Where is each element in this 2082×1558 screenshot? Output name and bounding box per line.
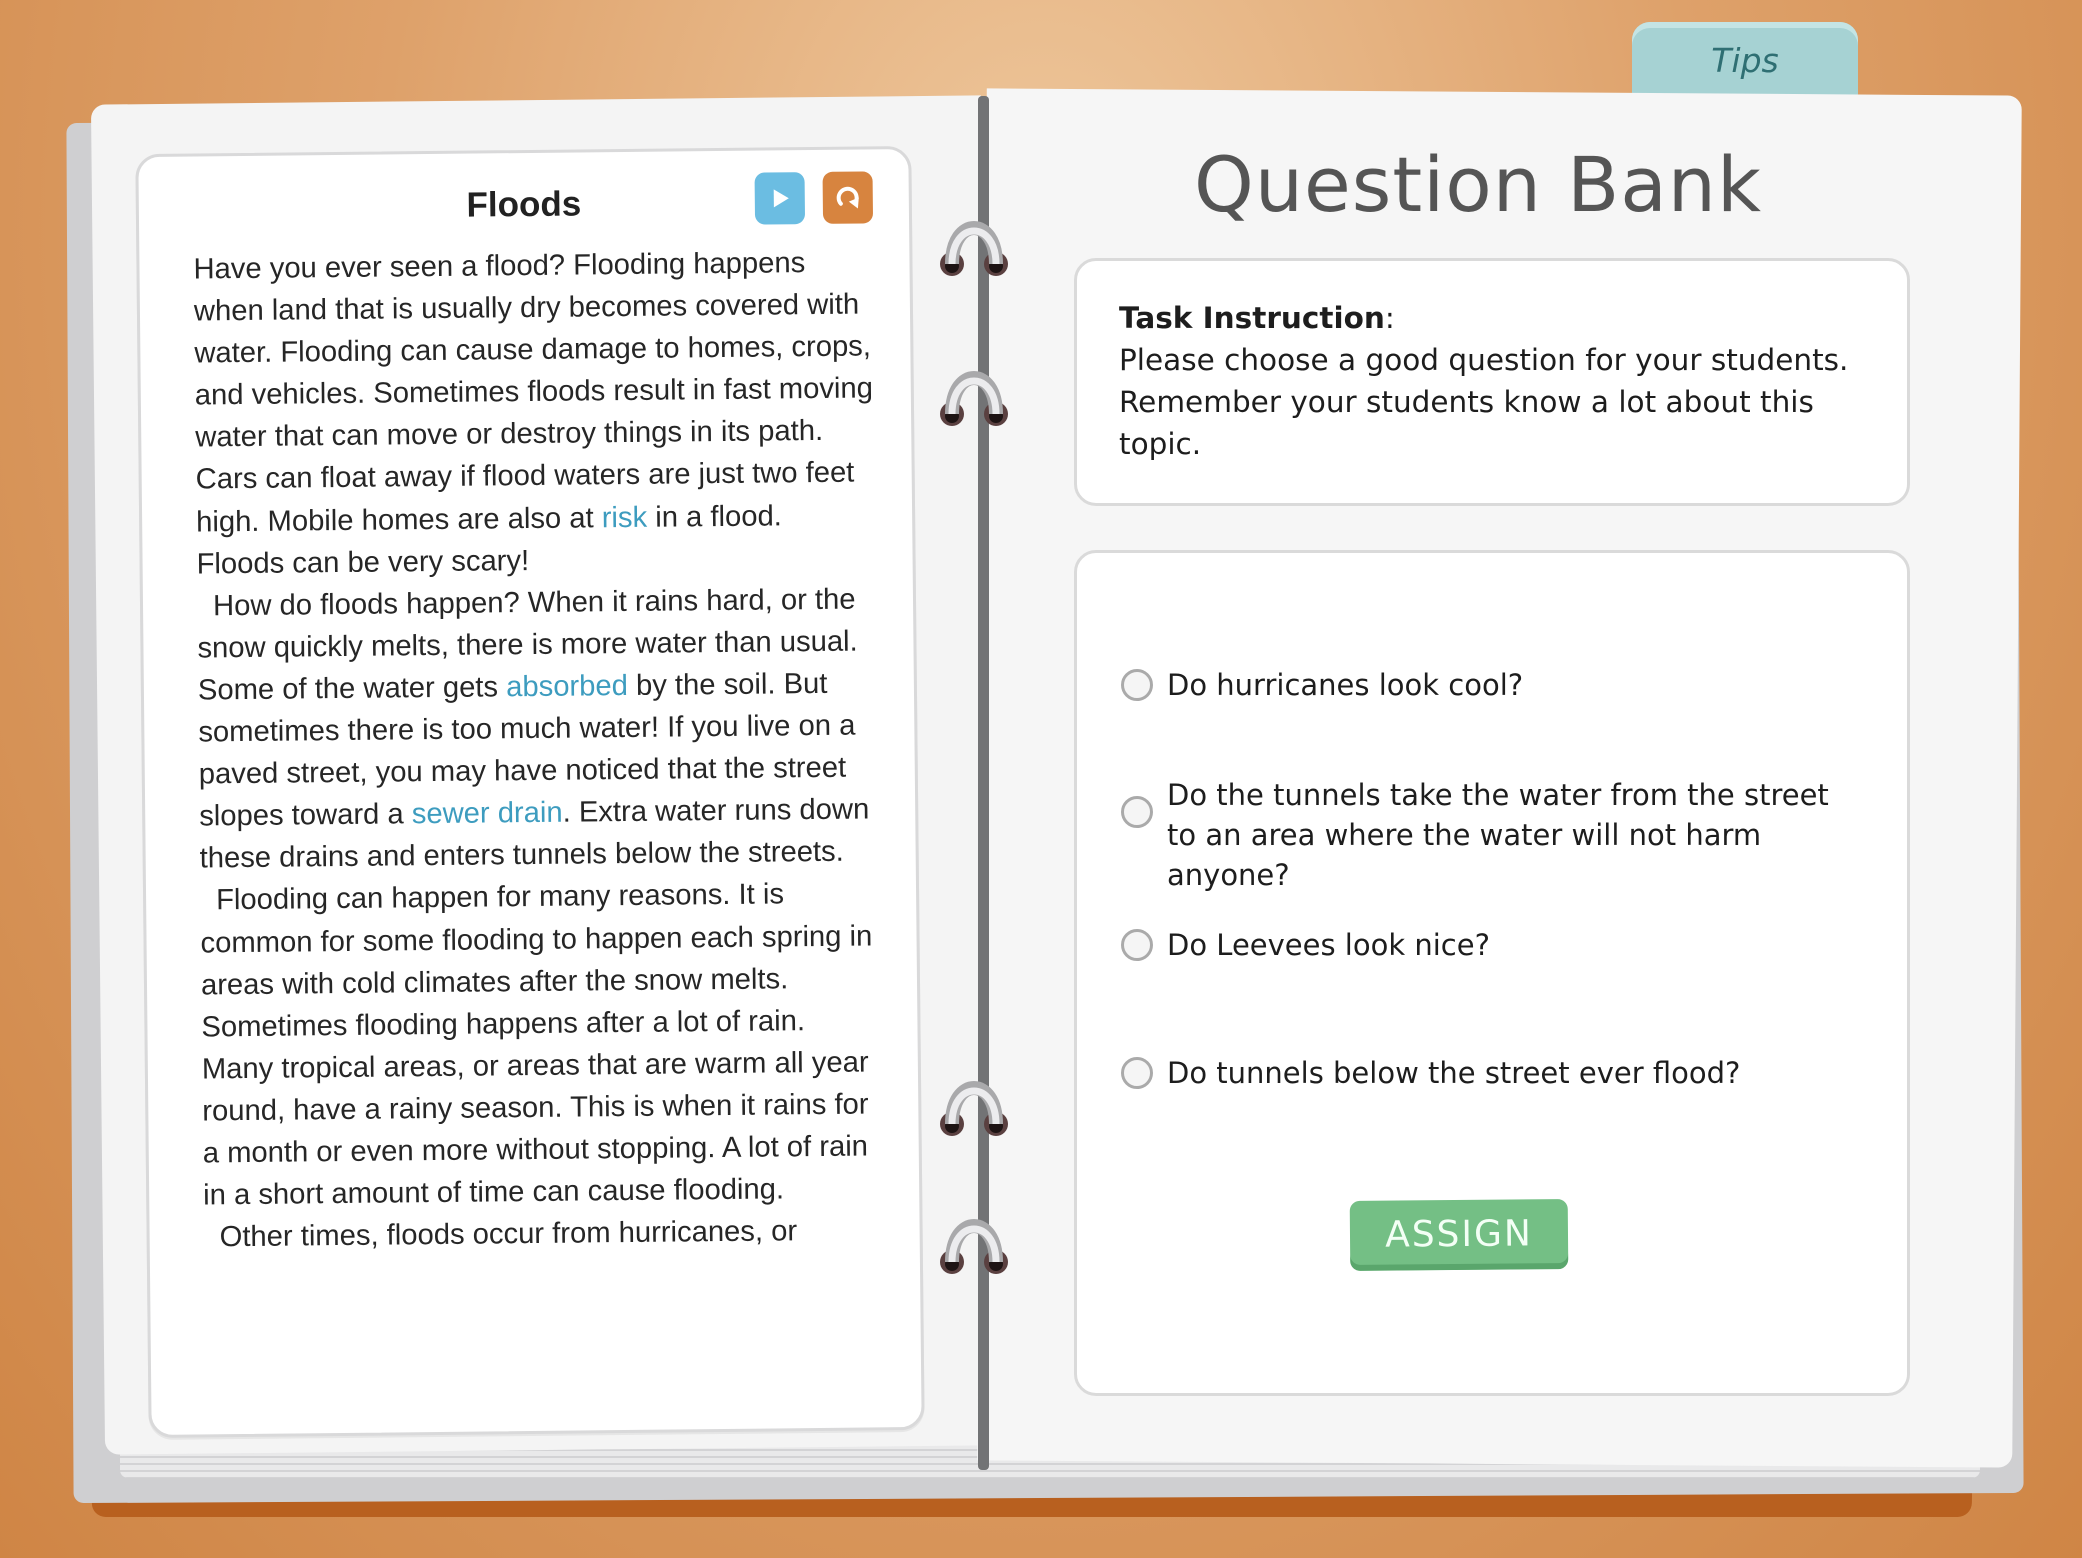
- radio-button[interactable]: [1121, 1057, 1153, 1089]
- replay-audio-button[interactable]: [823, 171, 874, 224]
- passage-text: [193, 241, 884, 1258]
- passage-title: Floods: [466, 184, 582, 225]
- question-option-3[interactable]: [1121, 925, 1847, 965]
- radio-button[interactable]: [1121, 929, 1153, 961]
- vocab-word-risk[interactable]: risk: [601, 501, 648, 534]
- question-option-label: Do tunnels below the street ever flood?: [1167, 1056, 1741, 1090]
- question-option-label: Do the tunnels take the water from the street to an area where the water will not harm anyone?: [1167, 778, 1829, 892]
- passage-text-span: Have you ever seen a flood? Flooding happens when land that is usually dry becomes covered with water. Flooding can cause damage to homes, crops, and vehicles. Sometimes floods result in fast moving water that can move or destroy things in its path. Cars can float away if flood waters are just two feet high. Mobile homes are also at: [193, 247, 874, 539]
- binder-ring-icon: [934, 206, 1014, 286]
- binder-ring-icon: [934, 1204, 1014, 1284]
- task-instruction-text: [1119, 297, 1879, 465]
- passage-text-span: . Extra water runs down these drains and enters tunnels below the streets.: [199, 793, 870, 875]
- question-option-4[interactable]: [1121, 1053, 1847, 1093]
- question-option-label: Do hurricanes look cool?: [1167, 668, 1524, 702]
- vocab-word-absorbed[interactable]: absorbed: [505, 669, 629, 704]
- question-bank-title: Question Bank: [1194, 140, 1762, 229]
- play-icon: [768, 186, 792, 210]
- task-instruction-card: [1074, 258, 1910, 506]
- passage-paragraph: [197, 578, 880, 880]
- play-audio-button[interactable]: [755, 172, 806, 225]
- passage-text-span: Flooding can happen for many reasons. It is common for some flooding to happen each spring in areas with cold climates after the snow melts. Sometimes flooding happens after a lot of rain. Many tropical areas, or areas that are warm all year round, have a rainy season. This is when it rains for a month or even more without stopping. A lot of rain in a short amount of time can cause flooding.: [200, 878, 873, 1212]
- question-option-label: Do Leevees look nice?: [1167, 928, 1490, 962]
- binder-ring-icon: [934, 1066, 1014, 1146]
- question-option-2[interactable]: [1121, 775, 1847, 895]
- binder-ring-icon: [934, 356, 1014, 436]
- replay-icon: [833, 182, 863, 212]
- passage-text-span: by the soil. But sometimes there is too much water! If you live on a paved street, you may have noticed that the street slopes toward a: [198, 667, 856, 833]
- passage-paragraph: [203, 1209, 883, 1258]
- passage-paragraph: [193, 241, 876, 585]
- passage-text-span: in a flood. Floods can be very scary!: [196, 499, 782, 581]
- question-option-1[interactable]: [1121, 665, 1847, 705]
- assign-button[interactable]: ASSIGN: [1350, 1199, 1569, 1271]
- task-instruction-colon: :: [1384, 301, 1395, 335]
- passage-text-span: Other times, floods occur from hurricanes, or: [219, 1215, 798, 1254]
- radio-button[interactable]: [1121, 796, 1153, 828]
- task-instruction-body: Please choose a good question for your students. Remember your students know a lot about this topic.: [1119, 343, 1849, 461]
- radio-button[interactable]: [1121, 669, 1153, 701]
- passage-paragraph: [200, 873, 883, 1217]
- task-instruction-label: Task Instruction: [1119, 301, 1385, 335]
- vocab-word-sewer-drain[interactable]: sewer drain: [411, 796, 563, 831]
- passage-text-span: How do floods happen? When it rains hard, or the snow quickly melts, there is more water than usual. Some of the water gets: [197, 583, 858, 707]
- tips-tab[interactable]: Tips: [1632, 22, 1858, 100]
- reading-passage-card: [135, 146, 924, 1438]
